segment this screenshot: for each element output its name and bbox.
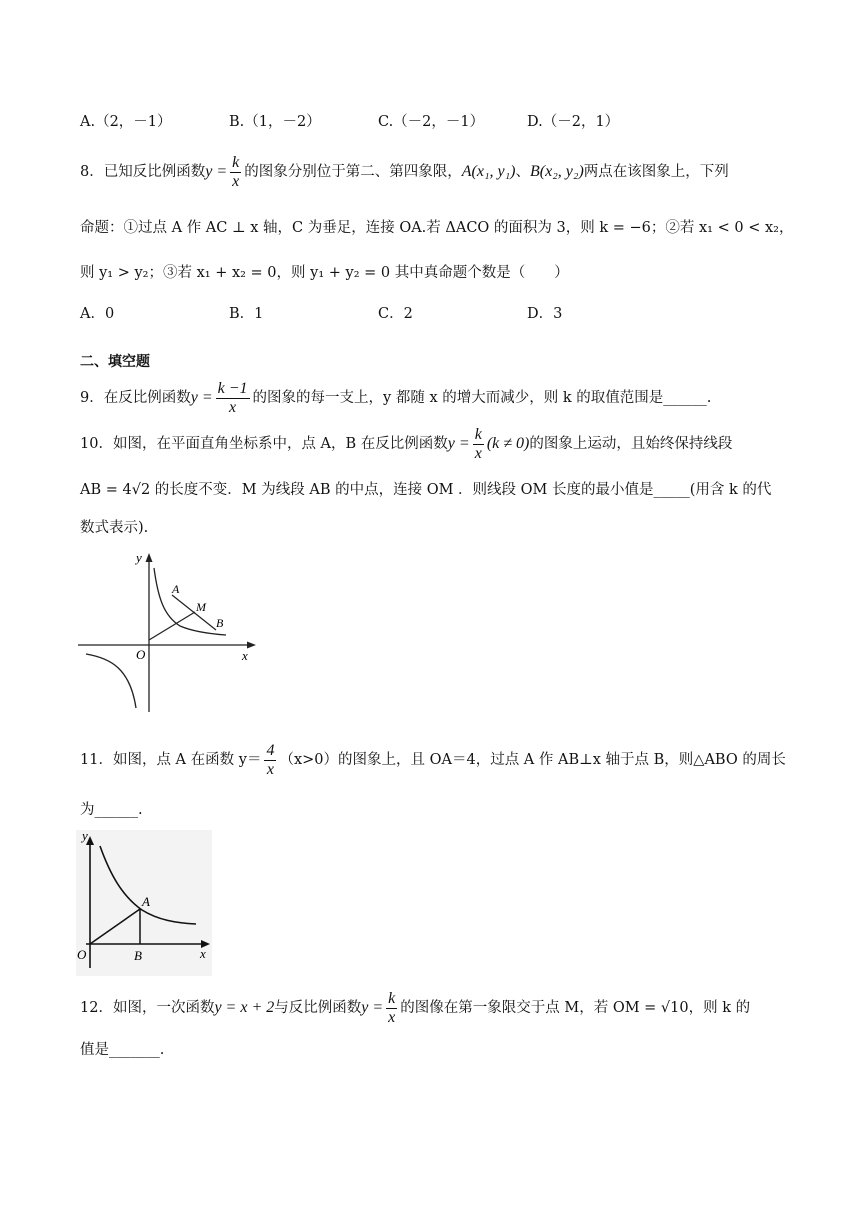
q8-func-lhs: y = <box>205 163 228 180</box>
q12-linear: y = x + 2 <box>214 999 275 1016</box>
q8-point-b: B(x₂, y₂) <box>530 163 584 180</box>
q10-segment-om <box>149 612 195 640</box>
q8-line-1 <box>80 150 729 194</box>
q10-prefix: 10．如图，在平面直角坐标系中，点 A，B 在反比例函数 <box>80 436 448 452</box>
q8-frac-den: x <box>232 172 240 190</box>
q10-y-arrow <box>146 553 153 562</box>
q10-line-2: AB = 4√2 的长度不变．M 为线段 AB 的中点，连接 OM ．则线段 OM 长度的最小值是_____(用含 k 的代 <box>80 482 772 498</box>
q9-tail: 的图象的每一支上，y 都随 x 的增大而减少，则 k 的取值范围是______. <box>252 390 712 406</box>
q9-prefix: 9．在反比例函数 <box>80 390 191 406</box>
q11-label-y: y <box>82 830 88 843</box>
q10-frac-num: k <box>474 425 482 443</box>
q7-option-c: C.（－2，－1） <box>378 114 485 130</box>
q12-line-1 <box>80 986 750 1030</box>
q8-line-3: 则 y₁ > y₂；③若 x₁ + x₂ = 0，则 y₁ + y₂ = 0 其中真命题个数是（ ） <box>80 265 569 281</box>
q10-label-b: B <box>216 616 224 630</box>
q8-fraction <box>230 154 241 191</box>
q10-figure <box>76 548 258 714</box>
q12-func-lhs: y = <box>361 999 384 1016</box>
q10-label-x: x <box>242 648 248 663</box>
q8-option-a: A．0 <box>80 306 115 322</box>
q10-fraction <box>473 426 484 463</box>
q12-frac-num: k <box>388 989 396 1007</box>
q11-label-x: x <box>200 946 206 961</box>
q8-line-2: 命题：①过点 A 作 AC ⊥ x 轴，C 为垂足，连接 OA.若 ΔACO 的面积为 3，则 k = −6；②若 x₁ < 0 < x₂， <box>80 220 794 236</box>
q11-prefix: 11．如图，点 A 在函数 y＝ <box>80 752 262 768</box>
q11-label-a: A <box>142 894 150 909</box>
q11-figure <box>76 830 212 976</box>
q12-frac-den: x <box>388 1008 396 1026</box>
q10-line-1 <box>80 422 732 466</box>
q11-line-1 <box>80 738 786 782</box>
q10-label-y: y <box>136 550 142 565</box>
q8-option-c: C．2 <box>378 306 413 322</box>
q10-frac-den: x <box>474 444 482 462</box>
q8-prefix: 8．已知反比例函数 <box>80 164 206 180</box>
q11-fraction <box>264 742 276 779</box>
q10-label-o: O <box>136 647 146 662</box>
q7-option-a: A.（2，－1） <box>80 114 172 130</box>
q10-x-arrow <box>247 642 256 649</box>
q11-label-o: O <box>77 947 87 962</box>
q12-fraction <box>386 990 397 1027</box>
q10-curve-q3 <box>86 654 136 708</box>
q11-tail: （x>0）的图象上，且 OA＝4，过点 A 作 AB⊥x 轴于点 B，则△ABO 的周长 <box>279 752 786 768</box>
section-heading: 二、填空题 <box>80 354 150 370</box>
q11-frac-den: x <box>266 760 274 778</box>
q12-tail: 的图像在第一象限交于点 M，若 OM = √10，则 k 的 <box>400 1000 751 1016</box>
q8-point-a: A(x₁, y₁) <box>461 163 516 180</box>
q7-option-b: B.（1，－2） <box>229 114 321 130</box>
q7-option-d: D.（－2，1） <box>527 114 620 130</box>
q8-option-d: D．3 <box>527 306 563 322</box>
q9-frac-den: x <box>229 398 237 416</box>
q10-condition: (k ≠ 0) <box>486 435 530 452</box>
q9-func-lhs: y = <box>190 389 213 406</box>
q9-line <box>80 376 711 420</box>
q8-frac-num: k <box>232 153 240 171</box>
q11-frac-num: 4 <box>266 741 275 759</box>
q8-sep: 、 <box>515 164 531 180</box>
q12-mid: 与反比例函数 <box>274 1000 362 1016</box>
q8-tail: 两点在该图象上，下列 <box>583 164 729 180</box>
q10-line-3: 数式表示). <box>80 520 149 536</box>
q12-line-2: 值是_______. <box>80 1042 165 1058</box>
q11-label-b: B <box>134 948 142 963</box>
q9-frac-num: k −1 <box>217 379 248 397</box>
q10-label-a: A <box>172 582 180 596</box>
q8-option-b: B．1 <box>229 306 264 322</box>
q10-func-lhs: y = <box>447 435 470 452</box>
q10-tail: 的图象上运动，且始终保持线段 <box>529 436 733 452</box>
q11-line-2: 为______. <box>80 802 143 818</box>
q8-mid: 的图象分别位于第二、第四象限， <box>244 164 462 180</box>
q12-prefix: 12．如图，一次函数 <box>80 1000 215 1016</box>
q10-label-m: M <box>196 600 206 614</box>
q9-fraction <box>216 380 250 417</box>
